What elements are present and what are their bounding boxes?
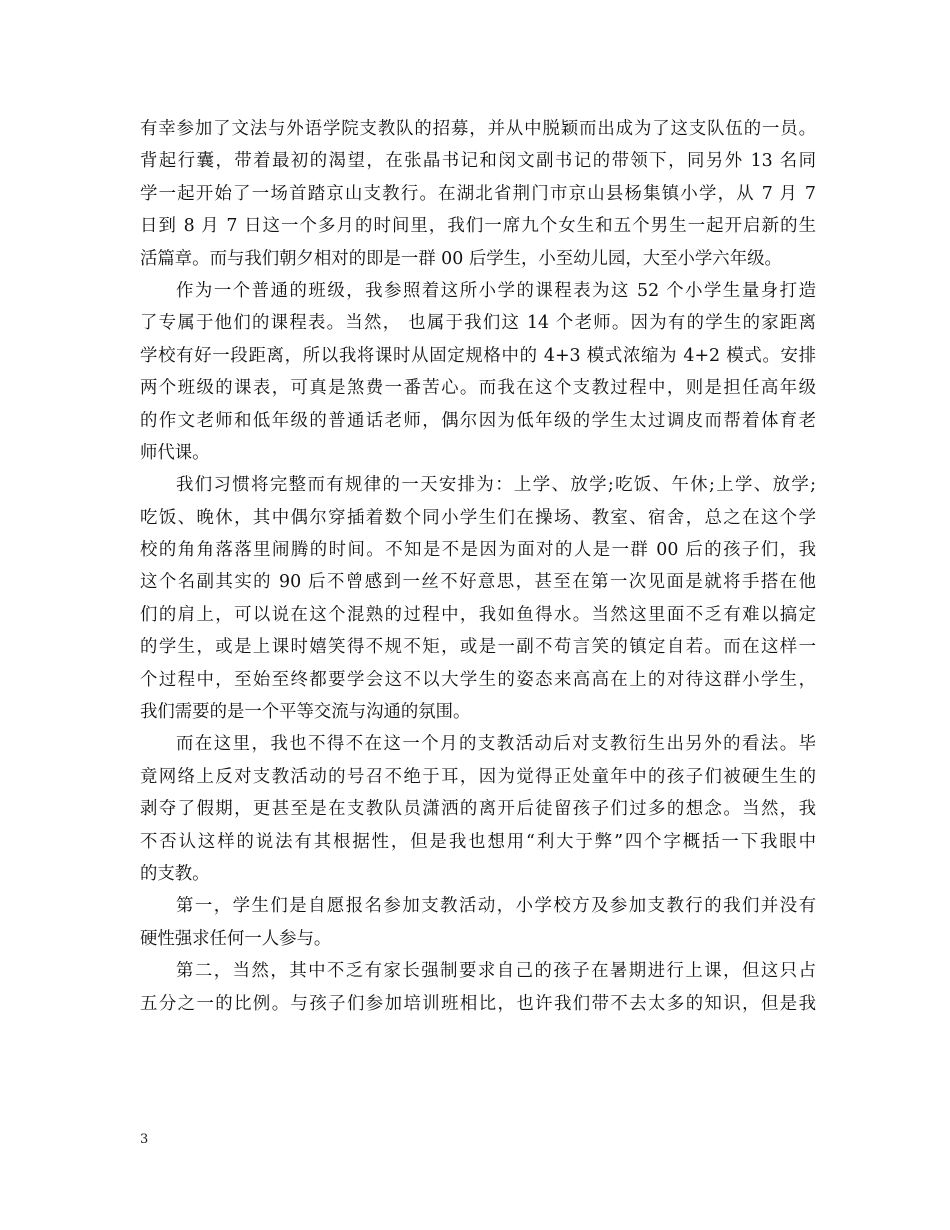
paragraph (140, 955, 816, 1020)
text-line: 而在这里，我也不得不在这一个月的支教活动后对支教衍生出另外的看法。毕 (176, 734, 816, 755)
text-line: 有幸参加了文法与外语学院支教队的招募，并从中脱颖而出成为了这支队伍的一员。 (140, 119, 816, 139)
text-line: 师代课。 (140, 442, 210, 463)
text-line: 第一，学生们是自愿报名参加支教活动，小学校方及参加支教行的我们并没有 (176, 896, 816, 917)
text-line: 学一起开始了一场首踏京山支教行。在湖北省荆门市京山县杨集镇小学，从 7 月 7 (140, 183, 816, 204)
text-line: 不否认这样的说法有其根据性，但是我也想用“利大于弊”四个字概括一下我眼中 (140, 831, 816, 852)
text-line: 了专属于他们的课程表。当然， 也属于我们这 14 个老师。因为有的学生的家距离 (140, 313, 816, 334)
text-line: 日到 8 月 7 日这一个多月的时间里，我们一席九个女生和五个男生一起开启新的生 (140, 216, 816, 237)
paragraph (140, 275, 816, 469)
text-line: 活篇章。而与我们朝夕相对的即是一群 00 后学生，小至幼儿园，大至小学六年级。 (140, 248, 782, 269)
text-line: 学校有好一段距离，所以我将课时从固定规格中的 4+3 模式浓缩为 4+2 模式。安排 (140, 345, 816, 366)
paragraph (140, 113, 816, 275)
paragraph (140, 890, 816, 955)
text-line: 个过程中，至始至终都要学会这不以大学生的姿态来高高在上的对待这群小学生， (140, 669, 816, 690)
document-body (140, 113, 816, 1020)
paragraph (140, 469, 816, 728)
text-line: 剥夺了假期，更甚至是在支教队员潇洒的离开后徒留孩子们过多的想念。当然，我 (140, 799, 816, 820)
text-line: 们的肩上，可以说在这个混熟的过程中，我如鱼得水。当然这里面不乏有难以搞定 (140, 604, 816, 625)
text-line: 两个班级的课表，可真是煞费一番苦心。而我在这个支教过程中，则是担任高年级 (140, 378, 816, 399)
text-line: 五分之一的比例。与孩子们参加培训班相比，也许我们带不去太多的知识，但是我 (140, 993, 816, 1014)
text-line: 硬性强求任何一人参与。 (140, 928, 332, 949)
text-line: 的作文老师和低年级的普通话老师，偶尔因为低年级的学生太过调皮而帮着体育老 (140, 410, 816, 431)
text-line: 第二，当然，其中不乏有家长强制要求自己的孩子在暑期进行上课，但这只占 (176, 961, 816, 982)
text-line: 竟网络上反对支教活动的号召不绝于耳，因为觉得正处童年中的孩子们被硬生生的 (140, 766, 816, 787)
paragraph (140, 728, 816, 890)
text-line: 作为一个普通的班级，我参照着这所小学的课程表为这 52 个小学生量身打造 (176, 280, 816, 301)
text-line: 这个名副其实的 90 后不曾感到一丝不好意思，甚至在第一次见面是就将手搭在他 (140, 572, 816, 593)
text-line: 我们习惯将完整而有规律的一天安排为：上学、放学;吃饭、午休;上学、放学; (176, 475, 816, 496)
text-line: 吃饭、晚休，其中偶尔穿插着数个同小学生们在操场、教室、宿舍，总之在这个学 (140, 507, 816, 528)
text-line: 校的角角落落里闹腾的时间。不知是不是因为面对的人是一群 00 后的孩子们，我 (140, 540, 816, 561)
text-line: 我们需要的是一个平等交流与沟通的氛围。 (140, 702, 471, 723)
text-line: 的学生，或是上课时嬉笑得不规不矩，或是一副不苟言笑的镇定自若。而在这样一 (140, 637, 816, 658)
text-line: 的支教。 (140, 863, 210, 884)
text-line: 背起行囊，带着最初的渴望，在张晶书记和闵文副书记的带领下，同另外 13 名同 (140, 151, 816, 172)
page-number: 3 (140, 1132, 149, 1147)
